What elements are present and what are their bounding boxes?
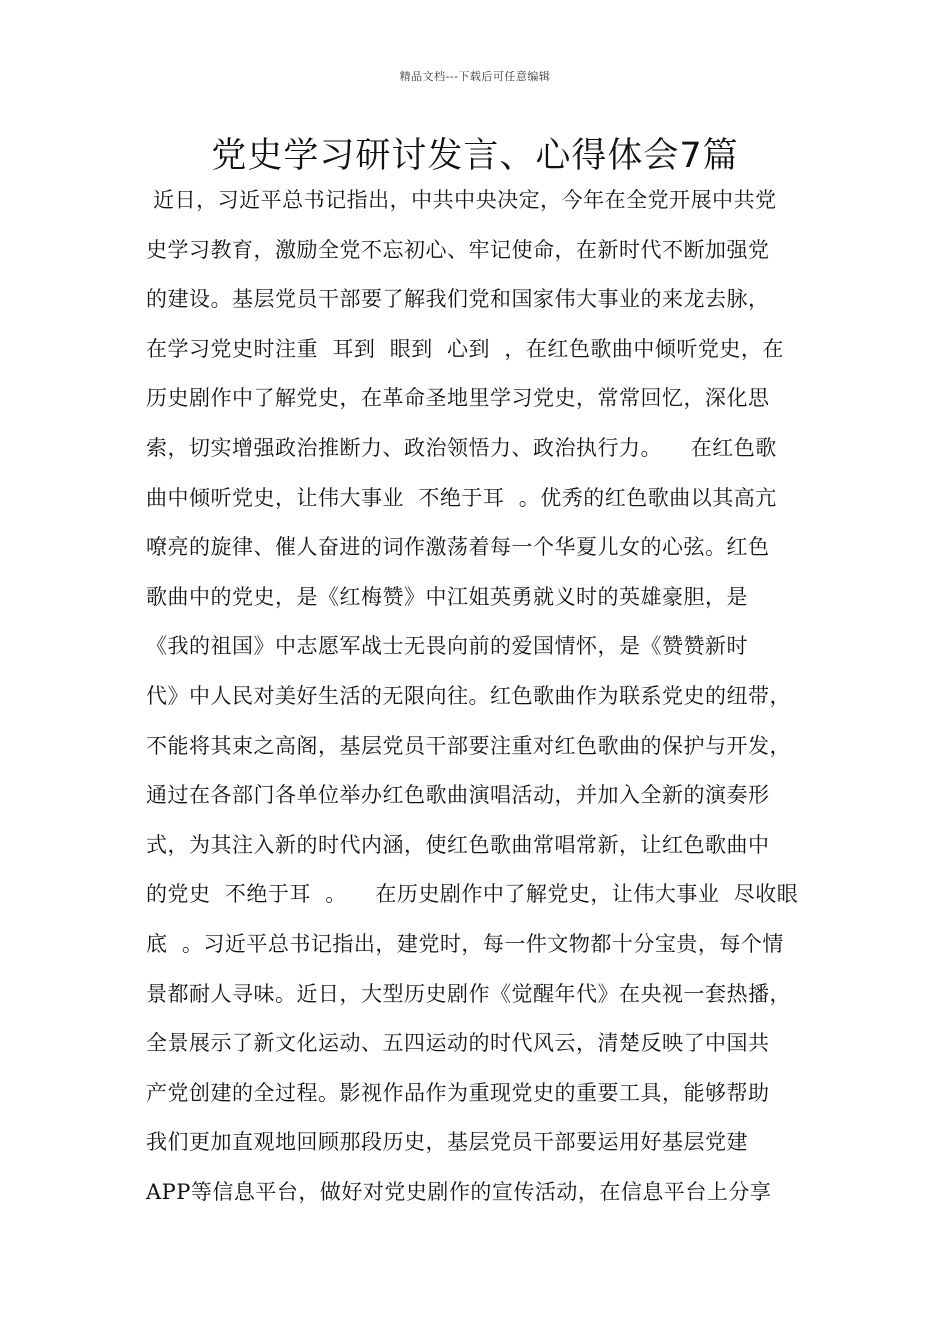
body-line: 景都耐人寻味。近日，大型历史剧作《觉醒年代》在央视一套热播， [146, 981, 791, 1006]
document-title: 党史学习研讨发言、心得体会7篇 [211, 136, 739, 176]
body-line: APP等信息平台，做好对党史剧作的宣传活动，在信息平台上分享 [146, 1179, 772, 1204]
body-line: 产党创建的全过程。影视作品作为重现党史的重要工具，能够帮助 [146, 1080, 770, 1105]
body-line: 历史剧作中了解党史，在革命圣地里学习党史，常常回忆，深化思 [146, 386, 770, 411]
body-line: 在学习党史时注重 耳到 眼到 心到 ，在红色歌曲中倾听党史，在 [146, 336, 784, 361]
body-line: 史学习教育，激励全党不忘初心、牢记使命，在新时代不断加强党 [146, 237, 770, 262]
body-line: 歌曲中的党史，是《红梅赞》中江姐英勇就义时的英雄豪胆，是 [146, 584, 748, 609]
body-line: 的党史 不绝于耳 。 在历史剧作中了解党史，让伟大事业 尽收眼 [146, 882, 799, 907]
body-line: 代》中人民对美好生活的无限向往。红色歌曲作为联系党史的纽带， [146, 683, 791, 708]
body-line: 曲中倾听党史，让伟大事业 不绝于耳 。优秀的红色歌曲以其高亢 [146, 485, 777, 510]
body-line: 的建设。基层党员干部要了解我们党和国家伟大事业的来龙去脉， [146, 287, 770, 312]
body-line: 索，切实增强政治推断力、政治领悟力、政治执行力。 在红色歌 [146, 435, 777, 460]
body-line: 式，为其注入新的时代内涵，使红色歌曲常唱常新，让红色歌曲中 [146, 832, 770, 857]
body-line: 我们更加直观地回顾那段历史，基层党员干部要运用好基层党建 [146, 1130, 748, 1155]
body-line: 嘹亮的旋律、催人奋进的词作激荡着每一个华夏儿女的心弦。红色 [146, 535, 770, 560]
body-line: 全景展示了新文化运动、五四运动的时代风云，清楚反映了中国共 [146, 1031, 770, 1056]
body-line: 不能将其束之高阁，基层党员干部要注重对红色歌曲的保护与开发， [146, 733, 791, 758]
body-line: 通过在各部门各单位举办红色歌曲演唱活动，并加入全新的演奏形 [146, 783, 770, 808]
document-body [146, 184, 826, 1225]
body-line: 底 。习近平总书记指出，建党时，每一件文物都十分宝贵，每个情 [146, 931, 784, 956]
body-line: 《我的祖国》中志愿军战士无畏向前的爱国情怀，是《赞赞新时 [146, 634, 748, 659]
body-line: 近日，习近平总书记指出，中共中央决定，今年在全党开展中共党 [146, 188, 777, 212]
header-note: 精品文档---下载后可任意编辑 [399, 70, 551, 83]
